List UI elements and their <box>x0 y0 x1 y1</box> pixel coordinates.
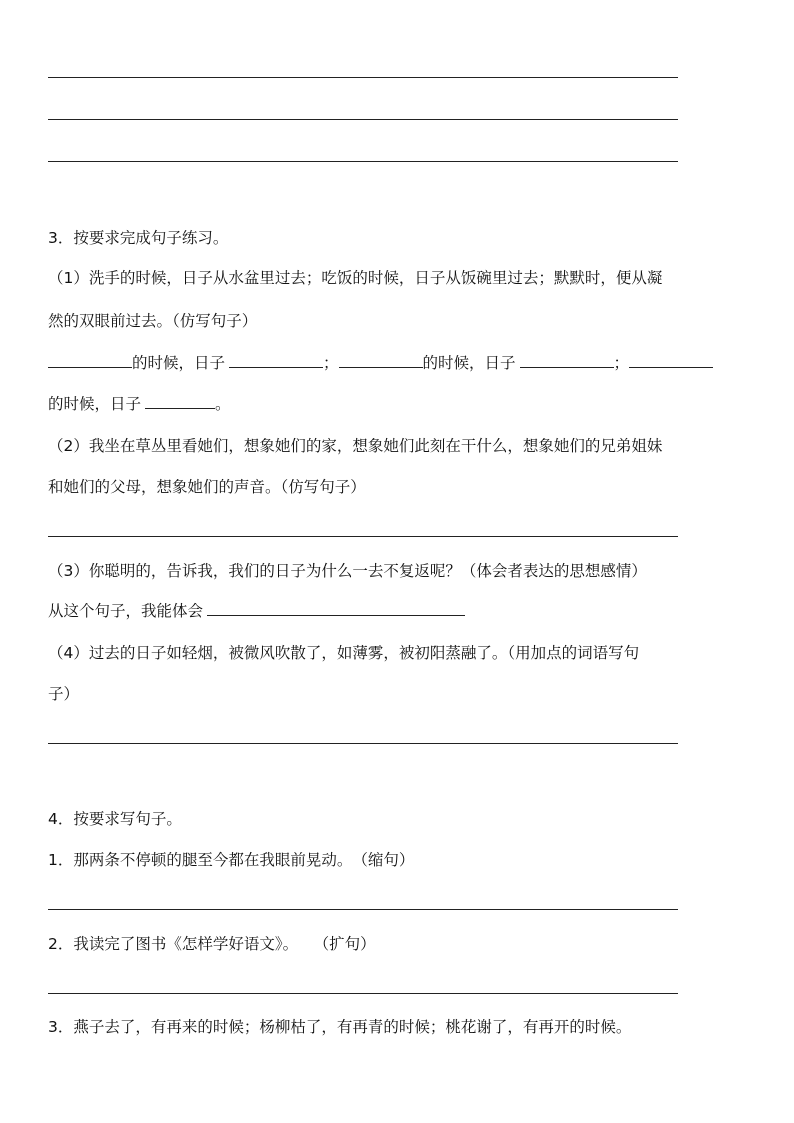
fill-blank[interactable] <box>145 394 215 409</box>
fill-blank[interactable] <box>48 353 132 368</box>
answer-line[interactable] <box>48 161 678 162</box>
q3-p3-line2 <box>48 601 465 621</box>
fill-blank[interactable] <box>339 353 423 368</box>
q4-s1: 1．那两条不停顿的腿至今都在我眼前晃动。 （缩句） <box>48 851 415 869</box>
q3-p1-line1: （1）洗手的时候，日子从水盆里过去；吃饭的时候，日子从饭碗里过去；默默时，便从凝 <box>48 269 663 287</box>
q3-p1-fill-row1 <box>48 353 713 373</box>
q3-p3-prompt: 从这个句子，我能体会 <box>48 602 204 620</box>
answer-line[interactable] <box>48 909 678 910</box>
fill-text: 的时候，日子 <box>422 354 516 372</box>
answer-line[interactable] <box>48 77 678 78</box>
fill-text: 的时候，日子 <box>48 395 142 413</box>
fill-blank[interactable] <box>229 353 323 368</box>
answer-line[interactable] <box>48 536 678 537</box>
answer-line[interactable] <box>48 993 678 994</box>
fill-blank[interactable] <box>207 601 465 616</box>
q4-s3: 3．燕子去了，有再来的时候；杨柳枯了，有再青的时候；桃花谢了，有再开的时候。 <box>48 1018 632 1036</box>
q3-p1-fill-row2 <box>48 394 231 414</box>
q3-p2-line1: （2）我坐在草丛里看她们，想象她们的家，想象她们此刻在干什么，想象她们的兄弟姐妹 <box>48 437 663 455</box>
fill-text: ； <box>323 354 339 372</box>
q3-p1-line2: 然的双眼前过去。（仿写句子） <box>48 312 258 330</box>
q3-p2-line2: 和她们的父母，想象她们的声音。（仿写句子） <box>48 478 366 496</box>
q3-p3-line1: （3）你聪明的，告诉我，我们的日子为什么一去不复返呢？（体会者表达的思想感情） <box>48 562 647 580</box>
q3-p4-line1: （4）过去的日子如轻烟，被微风吹散了，如薄雾，被初阳蒸融了。（用加点的词语写句 <box>48 644 640 662</box>
q4-title: 4．按要求写句子。 <box>48 810 182 828</box>
q3-p4-line2: 子） <box>48 685 80 703</box>
fill-blank[interactable] <box>520 353 614 368</box>
q4-s2: 2．我读完了图书《怎样学好语文》。 （扩句） <box>48 935 376 953</box>
fill-blank[interactable] <box>629 353 713 368</box>
fill-text: 的时候，日子 <box>132 354 226 372</box>
q3-title: 3．按要求完成句子练习。 <box>48 229 229 247</box>
fill-text: ； <box>613 354 630 372</box>
answer-line[interactable] <box>48 119 678 120</box>
answer-line[interactable] <box>48 743 678 744</box>
fill-text: 。 <box>215 395 231 413</box>
